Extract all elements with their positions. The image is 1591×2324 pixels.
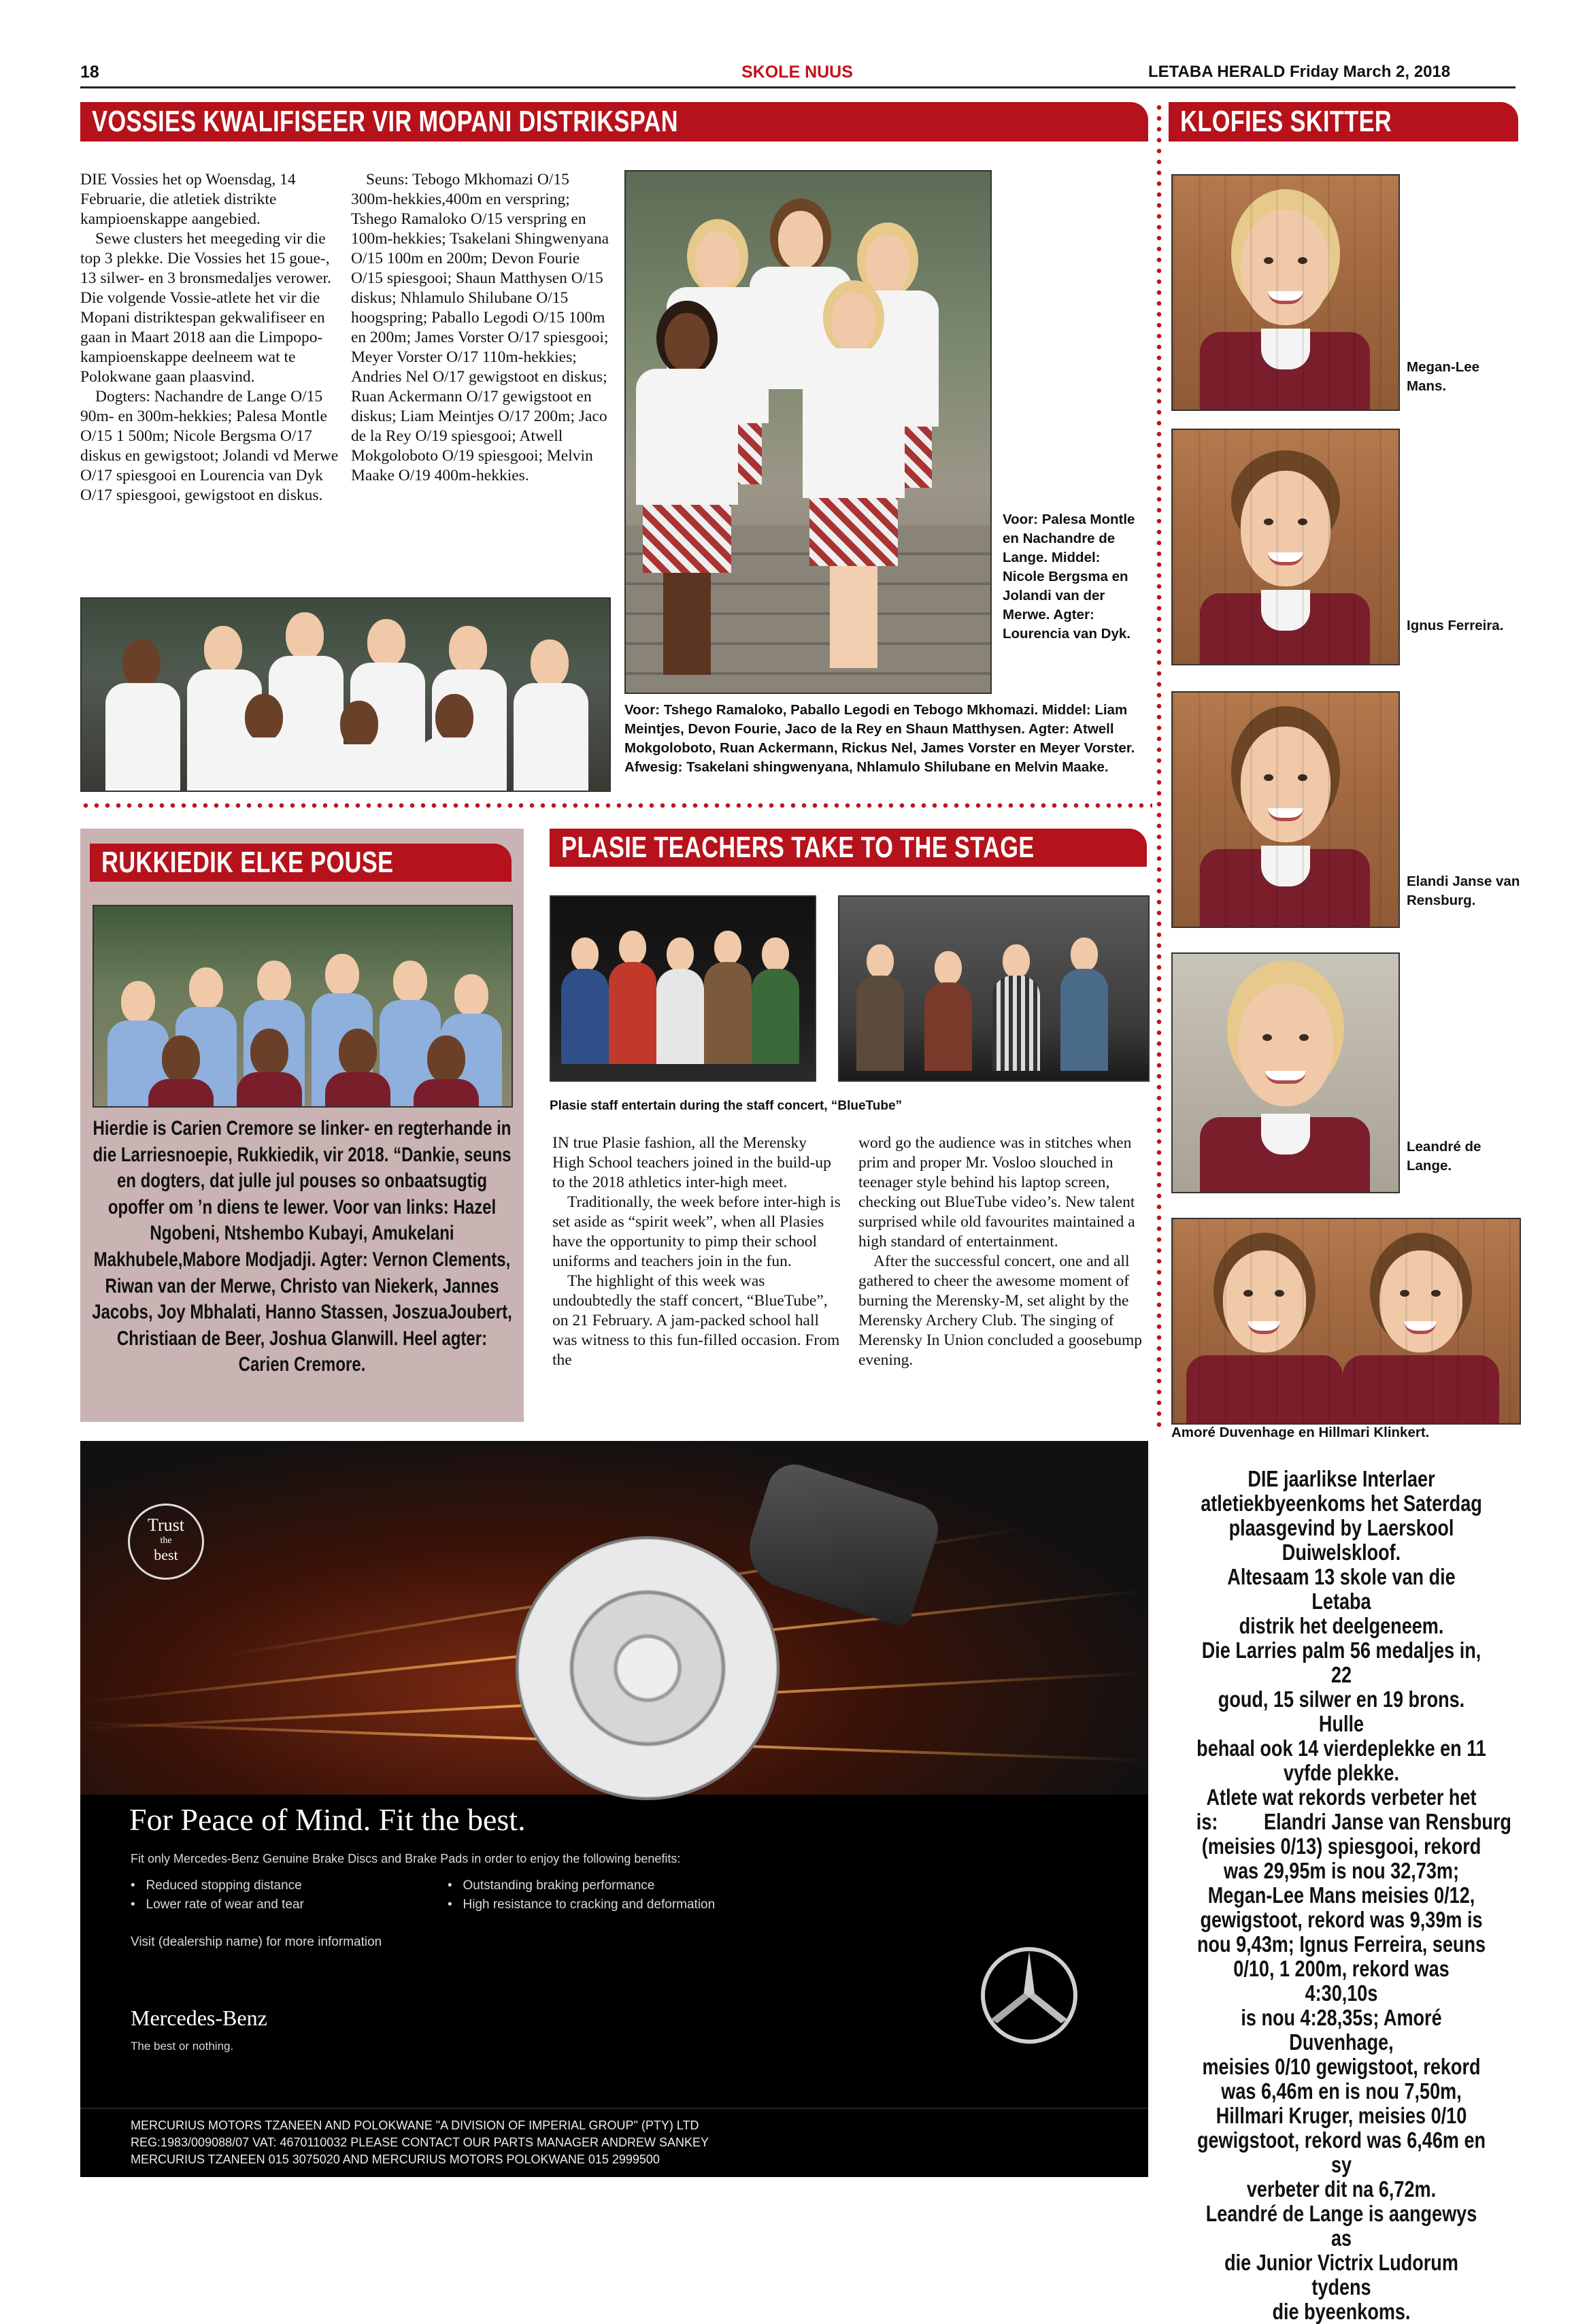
plasie-paragraph: word go the audience was in stitches when prim and proper Mr. Vosloo slouched in teenager style behind his laptop screen, checking out BlueTube video’s. New talent surprised while old favourites maintained a high standard of entertainment. [858,1134,1135,1250]
mercedes-benz-wordmark: Mercedes-Benz [131,2006,267,2030]
portrait-caption: Elandi Janse van Rensburg. [1407,874,1520,908]
plasie-column-2 [858,1133,1148,1370]
girls-photo-caption: Voor: Palesa Montle en Nachandre de Lange. Middel: Nicole Bergsma en Jolandi van der Merwe. Agter: Lourencia van Dyk. [1003,512,1135,642]
trust-the-best-badge: Trust the best [128,1504,204,1580]
horizontal-dotted-divider [80,803,1152,808]
rukkiedik-heading: RUKKIEDIK ELKE POUSE [90,844,512,882]
rukkiedik-caption: Hierdie is Carien Cremore se linker- en regterhande in die Larriesnoepie, Rukkiedik, vir 2018. “Dankie, seuns en dogters, dat julle jul pouses so onbaatsugtig opoffer om ’n diens te lewer. Voor van links: Hazel Ngobeni, Ntshembo Kubayi, Amukelani Makhubele,Mabore Modjadji. Agter: Vernon Clements, Riwan van der Merwe, Christo van Niekerk, Jannes Jacobs, Joy Mbhalati, Hanno Stassen, JoszuaJoubert, Christiaan de Beer, Joshua Glanwill. Heel agter: Carien Cremore. [92,1117,512,1376]
portrait-caption: Leandré de Lange. [1407,1139,1481,1174]
plasie-photo-caption: Plasie staff entertain during the staff concert, “BlueTube” [550,1099,903,1113]
vossies-paragraph: Sewe clusters het meegeding vir die top 3 plekke. Die Vossies het 15 goue-, 13 silwer- en 3 bronsmedaljes verower. Die volgende Vossie-atlete het vir die Mopani distriktespan gekwalifiseer en gaan in Maart 2018 aan die Limpopo-kampioenskappe deelneem wat te Polokwane gaan plaasvind. [80,230,331,386]
portrait-caption: Ignus Ferreira. [1407,618,1504,633]
section-name: SKOLE NUUS [741,63,853,82]
vossies-column-1 [80,170,339,505]
plasie-staff-photo-1 [550,895,816,1082]
plasie-paragraph: Traditionally, the week before inter-high is set aside as “spirit week”, when all Plasies have the opportunity to pimp their school uniforms and teachers join in the fun. [552,1193,841,1270]
plasie-staff-photo-2 [838,895,1150,1082]
klofies-heading: KLOFIES SKITTER [1169,102,1518,142]
advert-benefits-right: • Outstanding braking performance • High resistance to cracking and deformation [448,1878,716,1912]
portrait-caption: Megan-Lee Mans. [1407,359,1480,394]
publication-date: LETABA HERALD Friday March 2, 2018 [1148,63,1451,81]
boys-photo-caption: Voor: Tshego Ramaloko, Paballo Legodi en Tebogo Mkhomazi. Middel: Liam Meintjes, Devon Fourie, Jaco de la Rey en Shaun Matthysen. Agter: Atwell Mokgoloboto, Ruan Ackermann, Rickus Nel, James Vorster en Meyer Vorster. Afwesig: Tsakelani shingwenyana, Nhlamulo Shilubane en Melvin Maake. [624,702,1135,775]
advert-headline: For Peace of Mind. Fit the best. [129,1802,526,1837]
plasie-column-1 [552,1133,842,1370]
portrait-elandi [1171,691,1400,928]
plasie-heading: PLASIE TEACHERS TAKE TO THE STAGE [550,829,1147,867]
vertical-dotted-divider [1156,102,1162,1429]
plasie-paragraph: IN true Plasie fashion, all the Merensky High School teachers joined in the build-up to the 2018 athletics inter-high meet. [552,1134,831,1191]
advert-intro: Fit only Mercedes-Benz Genuine Brake Discs and Brake Pads in order to enjoy the following benefits: [131,1852,681,1865]
mercedes-star-icon [978,1944,1080,2046]
vossies-paragraph: Seuns: Tebogo Mkhomazi O/15 300m-hekkies,400m en verspring; Tshego Ramaloko O/15 verspring en 100m-hekkies; Tsakelani Shingwenyana O/15 100m en 200m; Devon Fourie O/15 spiesgooi; Shaun Matthysen O/15 diskus; Nhlamulo Shilubane O/15 hoogspring; Paballo Legodi O/15 100m en 200m; James Vorster O/17 spiesgooi; Meyer Vorster O/17 110m-hekkies; Andries Nel O/17 gewigstoot en diskus; Ruan Ackermann O/17 gewigstoot en diskus; Liam Meintjes O/17 200m; Jaco de la Rey O/19 spiesgooi; Atwell Mokgoloboto O/19 spiesgooi; Melvin Maake O/19 400m-hekkies. [351,171,609,484]
vossies-column-2 [351,170,609,486]
advert-benefits-left: • Reduced stopping distance • Lower rate of wear and tear [131,1878,304,1912]
vossies-paragraph: DIE Vossies het op Woensdag, 14 Februarie, die atletiek distrikte kampioenskappe aangebied. [80,171,296,228]
advert-tagline: The best or nothing. [131,2040,234,2053]
plasie-paragraph: The highlight of this week was undoubtedly the staff concert, “BlueTube”, on 21 February. A jam-packed school hall was witness to this fun-filled occasion. From the [552,1272,840,1369]
interlaer-article: DIE jaarlikse Interlaer atletiekbyeenkoms het Saterdag plaasgevind by Laerskool Duiwelskloof. Altesaam 13 skole van die Letaba distrik het deelgeneem. Die Larries palm 56 medaljes in, 22 goud, 15 silwer en 19 brons. Hulle behaal ook 14 vierdeplekke en 11 vyfde plekke. Atlete wat rekords verbeter het is: Elandri Janse van Rensburg (meisies 0/13) spiesgooi, rekord was 29,95m is nou 32,73m; Megan-Lee Mans meisies 0/12, gewigstoot, rekord was 9,39m is nou 9,43m; Ignus Ferreira, seuns 0/10, 1 200m, rekord was 4:30,10s is nou 4:28,35s; Amoré Duvenhage, meisies 0/10 gewigstoot, rekord was 6,46m en is nou 7,50m, Hillmari Kruger, meisies 0/10 gewigstoot, rekord was 6,46m en sy verbeter dit na 6,72m. Leandré de Lange is aangewys as die Junior Victrix Ludorum tydens die byeenkoms. [1196,1466,1511,2324]
rukkiedik-photo [93,905,513,1108]
portrait-ignus [1171,429,1400,665]
advert-dealer-footer: MERCURIUS MOTORS TZANEEN AND POLOKWANE "A DIVISION OF IMPERIAL GROUP" (PTY) LTD REG:1983/009088/07 VAT: 4670110032 PLEASE CONTACT OUR PARTS MANAGER ANDREW SANKEY MERCURIUS TZANEEN 015 3075020 AND MERCURIUS MOTORS POLOKWANE 015 2999500 [80,2108,1148,2177]
boys-team-photo [80,597,611,792]
vossies-heading: VOSSIES KWALIFISEER VIR MOPANI DISTRIKSPAN [80,102,1148,142]
advert-visit-text: Visit (dealership name) for more information [131,1935,382,1949]
brake-disc-image [516,1536,780,1800]
girls-team-photo [624,170,992,694]
portrait-caption: Amoré Duvenhage en Hillmari Klinkert. [1171,1425,1430,1440]
mercedes-brake-advert [80,1441,1148,2177]
plasie-paragraph: After the successful concert, one and all gathered to cheer the awesome moment of burning the Merensky-M, set alight by the Merensky Archery Club. The singing of Merensky In Union concluded a goosebump evening. [858,1252,1143,1369]
header-rule [80,86,1515,88]
portrait-leandre [1171,952,1400,1193]
page-number: 18 [80,63,99,82]
portrait-megan-lee [1171,174,1400,411]
portrait-amore-hillmari [1171,1218,1521,1425]
vossies-paragraph: Dogters: Nachandre de Lange O/15 90m- en 300m-hekkies; Palesa Montle O/15 1 500m; Nicole Bergsma O/17 diskus en gewigstoot; Jolandi vd Merwe O/17 spiesgooi en Lourencia van Dyk O/17 spiesgooi, gewigstoot en diskus. [80,388,339,504]
